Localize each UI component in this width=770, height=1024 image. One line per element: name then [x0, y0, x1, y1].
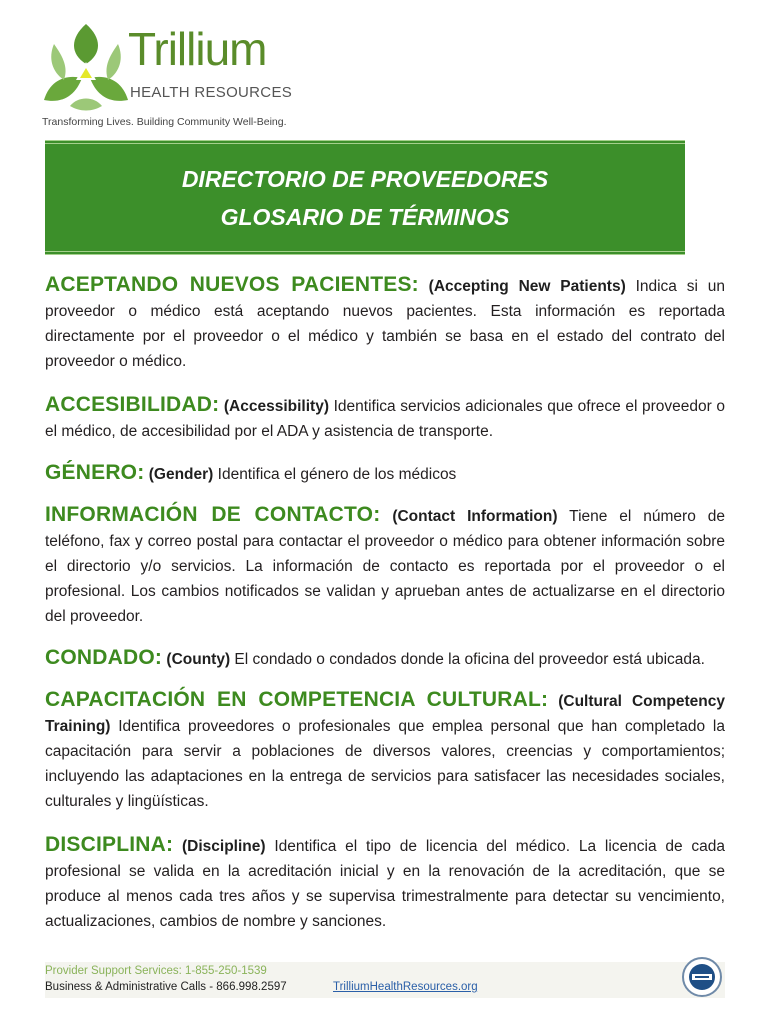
entry-text: El condado o condados donde la oficina del proveedor está ubicada.: [234, 650, 705, 668]
entry-term: INFORMACIÓN DE CONTACTO:: [45, 503, 381, 526]
entry-english: (Contact Information): [392, 508, 558, 525]
entry-term: ACCESIBILIDAD:: [45, 393, 220, 416]
glossary-entry: [45, 272, 725, 374]
logo: [40, 20, 300, 130]
glossary-entry: [45, 392, 725, 444]
glossary-entry: [45, 645, 725, 672]
entry-term: DISCIPLINA:: [45, 833, 174, 856]
entry-english: (County): [166, 650, 231, 668]
entry-term: ACEPTANDO NUEVOS PACIENTES:: [45, 273, 419, 296]
entry-english: (Cultural Competency Training): [45, 693, 725, 735]
banner-title: DIRECTORIO DE PROVEEDORES: [181, 165, 549, 192]
banner-subtitle: GLOSARIO DE TÉRMINOS: [220, 203, 510, 230]
entry-term: CONDADO:: [45, 645, 163, 669]
entry-text: Identifica proveedores o profesionales que emplea personal que han completado la capacitación para servir a poblaciones de diversos valores, creencias y comportamientos; incluyendo las adaptaciones en la entrega de servicios para satisfacer las necesidades sociales, culturales y lingüísticas.: [45, 718, 725, 810]
glossary-entry: [45, 460, 725, 487]
trillium-flower-icon: [40, 22, 132, 114]
glossary-content: [45, 272, 725, 945]
entry-english: (Accepting New Patients): [428, 278, 626, 295]
entry-text: Identifica servicios adicionales que ofrece el proveedor o el médico, de accesibilidad por el ADA y asistencia de transporte.: [45, 398, 725, 440]
support-phone: Provider Support Services: 1-855-250-1539: [45, 965, 267, 977]
website-link[interactable]: TrilliumHealthResources.org: [333, 981, 478, 993]
entry-english: (Accessibility): [223, 398, 329, 415]
entry-term: CAPACITACIÓN EN COMPETENCIA CULTURAL:: [45, 688, 549, 711]
glossary-entry: [45, 502, 725, 629]
entry-text: Identifica el tipo de licencia del médico. La licencia de cada profesional se valida en la acreditación inicial y en la renovación de la acreditación, que se produce al menos cada tres años y se supervisa trimestralmente para detectar su vencimiento, actualizaciones, cambios de nombre y sanciones.: [45, 838, 725, 930]
title-banner: [45, 140, 685, 255]
business-phone: Business & Administrative Calls - 866.998.2597: [45, 981, 287, 993]
glossary-entry: [45, 832, 725, 934]
entry-text: Indica si un proveedor o médico está aceptando nuevos pacientes. Esta información es reportada directamente por el proveedor o el médico y también se basa en el estado del contrato del proveedor o médico.: [45, 278, 725, 370]
entry-term: GÉNERO:: [45, 460, 145, 484]
entry-english: (Discipline): [182, 838, 266, 855]
brand-subtitle: HEALTH RESOURCES: [130, 84, 293, 101]
entry-english: (Gender): [148, 465, 214, 483]
tagline: Transforming Lives. Building Community Well-Being.: [42, 116, 287, 128]
entry-text: Identifica el género de los médicos: [217, 465, 457, 483]
entry-text: Tiene el número de teléfono, fax y correo postal para contactar el proveedor o médico para obtener información sobre el directorio y/o servicios. La información de contacto es reportada por el proveedor o el profesional. Los cambios notificados se validan y aprueban antes de actualizarse en el directorio del proveedor.: [45, 508, 725, 625]
accreditation-seal-icon: [681, 956, 723, 998]
brand-name: Trillium: [128, 23, 267, 75]
glossary-entry: [45, 687, 725, 814]
footer: [45, 962, 725, 998]
